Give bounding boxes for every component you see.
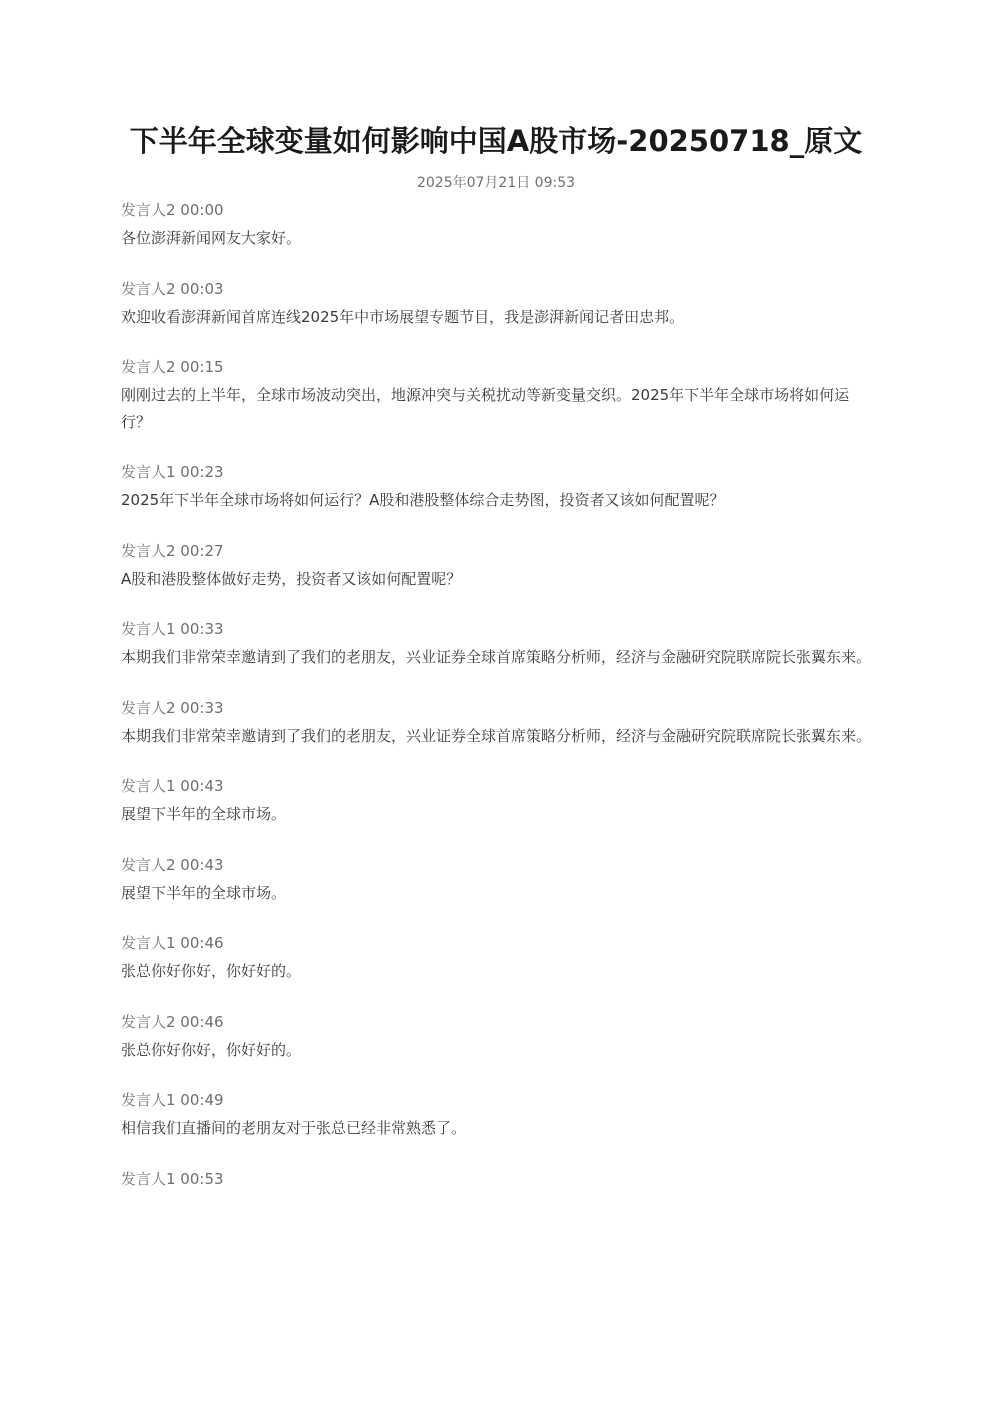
utterance-text: 本期我们非常荣幸邀请到了我们的老朋友，兴业证券全球首席策略分析师，经济与金融研究院联席院长张翼东来。 <box>121 648 872 666</box>
utterance-text: A股和港股整体做好走势，投资者又该如何配置呢？ <box>121 569 462 588</box>
transcript-entry <box>121 1089 873 1142</box>
speaker-timestamp: 发言人2 00:15 <box>121 358 224 376</box>
transcript-entry <box>121 854 873 907</box>
speaker-timestamp: 发言人1 00:49 <box>121 1091 224 1109</box>
speaker-timestamp: 发言人2 00:43 <box>121 855 224 874</box>
utterance-text: 2025年下半年全球市场将如何运行？A股和港股整体综合走势图，投资者又该如何配置呢？ <box>121 491 725 509</box>
document-title: 下半年全球变量如何影响中国A股市场-20250718_原文 <box>129 124 863 158</box>
transcript-entry <box>121 775 873 828</box>
utterance-text: 展望下半年的全球市场。 <box>121 883 287 902</box>
transcript-entry <box>121 278 873 331</box>
transcript-entry <box>121 618 873 671</box>
utterance-text: 张总你好你好，你好好的。 <box>121 962 302 980</box>
utterance-text: 相信我们直播间的老朋友对于张总已经非常熟悉了。 <box>121 1119 467 1137</box>
transcript-entry <box>121 540 873 593</box>
transcript-entry <box>121 932 873 985</box>
speaker-timestamp: 发言人2 00:00 <box>121 201 224 219</box>
speaker-timestamp: 发言人1 00:33 <box>121 620 224 638</box>
utterance-text: 本期我们非常荣幸邀请到了我们的老朋友，兴业证券全球首席策略分析师，经济与金融研究院联席院长张翼东来。 <box>121 726 872 745</box>
transcript-entry <box>121 697 873 750</box>
speaker-timestamp: 发言人1 00:43 <box>121 777 224 795</box>
speaker-timestamp: 发言人1 00:46 <box>121 934 224 952</box>
transcript <box>121 199 873 1216</box>
transcript-entry <box>121 1168 873 1190</box>
document-date: 2025年07月21日 09:53 <box>416 175 576 191</box>
speaker-timestamp: 发言人2 00:03 <box>121 279 224 298</box>
utterance-text: 张总你好你好，你好好的。 <box>121 1040 302 1059</box>
utterance-text: 欢迎收看澎湃新闻首席连线2025年中市场展望专题节目，我是澎湃新闻记者田忠邦。 <box>121 307 685 326</box>
speaker-timestamp: 发言人2 00:33 <box>121 698 224 717</box>
transcript-entry <box>121 199 873 252</box>
speaker-timestamp: 发言人1 00:23 <box>121 463 224 481</box>
speaker-timestamp: 发言人2 00:27 <box>121 541 224 560</box>
speaker-timestamp: 发言人2 00:46 <box>121 1012 224 1031</box>
utterance-text: 展望下半年的全球市场。 <box>121 805 287 823</box>
utterance-text: 刚刚过去的上半年，全球市场波动突出，地源冲突与关税扰动等新变量交织。2025年下半年全球市场将如何运行？ <box>121 386 850 431</box>
transcript-entry <box>121 1011 873 1064</box>
transcript-entry <box>121 461 873 514</box>
utterance-text: 各位澎湃新闻网友大家好。 <box>121 229 302 247</box>
speaker-timestamp: 发言人1 00:53 <box>121 1169 224 1188</box>
transcript-entry <box>121 356 873 435</box>
